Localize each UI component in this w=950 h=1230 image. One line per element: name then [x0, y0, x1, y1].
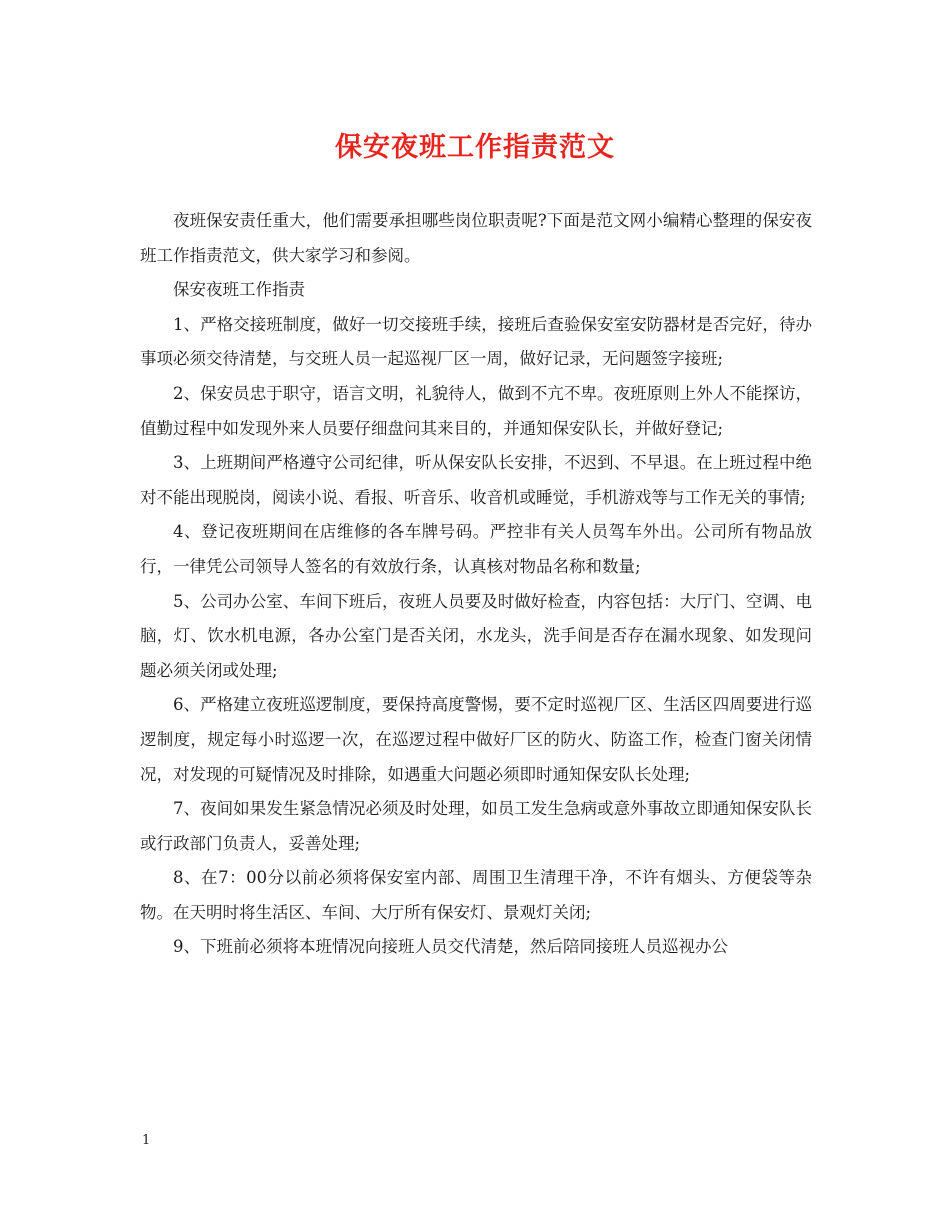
duty-item-4: 4、登记夜班期间在店维修的各车牌号码。严控非有关人员驾车外出。公司所有物品放行，一律凭公司领导人签名的有效放行条，认真核对物品名称和数量; [140, 522, 812, 576]
duty-item-7: 7、夜间如果发生紧急情况必须及时处理，如员工发生急病或意外事故立即通知保安队长或行政部门负责人，妥善处理; [140, 799, 812, 853]
document-body [140, 204, 812, 965]
intro-paragraph: 夜班保安责任重大，他们需要承担哪些岗位职责呢?下面是范文网小编精心整理的保安夜班工作指责范文，供大家学习和参阅。 [140, 211, 812, 265]
duty-item-2: 2、保安员忠于职守，语言文明，礼貌待人，做到不亢不卑。夜班原则上外人不能探访，值勤过程中如发现外来人员要仔细盘问其来目的，并通知保安队长，并做好登记; [140, 383, 812, 438]
duty-item-1: 1、严格交接班制度，做好一切交接班手续，接班后查验保安室安防器材是否完好，待办事项必须交待清楚，与交班人员一起巡视厂区一周，做好记录，无问题签字接班; [140, 314, 812, 369]
duty-item-6: 6、严格建立夜班巡逻制度，要保持高度警惕，要不定时巡视厂区、生活区四周要进行巡逻制度，规定每小时巡逻一次，在巡逻过程中做好厂区的防火、防盗工作，检查门窗关闭情况，对发现的可疑情况及时排除，如遇重大问题必须即时通知保安队长处理; [140, 695, 812, 784]
duty-item-9: 9、下班前必须将本班情况向接班人员交代清楚，然后陪同接班人员巡视办公 [173, 937, 728, 957]
section-heading: 保安夜班工作指责 [173, 280, 305, 300]
duty-item-8: 8、在7：00分以前必须将保安室内部、周围卫生清理干净，不许有烟头、方便袋等杂物。在天明时将生活区、车间、大厅所有保安灯、景观灯关闭; [140, 868, 812, 922]
page-number: 1 [142, 1133, 151, 1148]
duty-item-3: 3、上班期间严格遵守公司纪律，听从保安队长安排，不迟到、不早退。在上班过程中绝对不能出现脱岗，阅读小说、看报、听音乐、收音机或睡觉，手机游戏等与工作无关的事情; [140, 453, 812, 507]
document-title: 保安夜班工作指责范文 [335, 132, 615, 163]
duty-item-5: 5、公司办公室、车间下班后，夜班人员要及时做好检查，内容包括：大厅门、空调、电脑，灯、饮水机电源，各办公室门是否关闭，水龙头，洗手间是否存在漏水现象、如发现问题必须关闭或处理; [140, 591, 812, 680]
